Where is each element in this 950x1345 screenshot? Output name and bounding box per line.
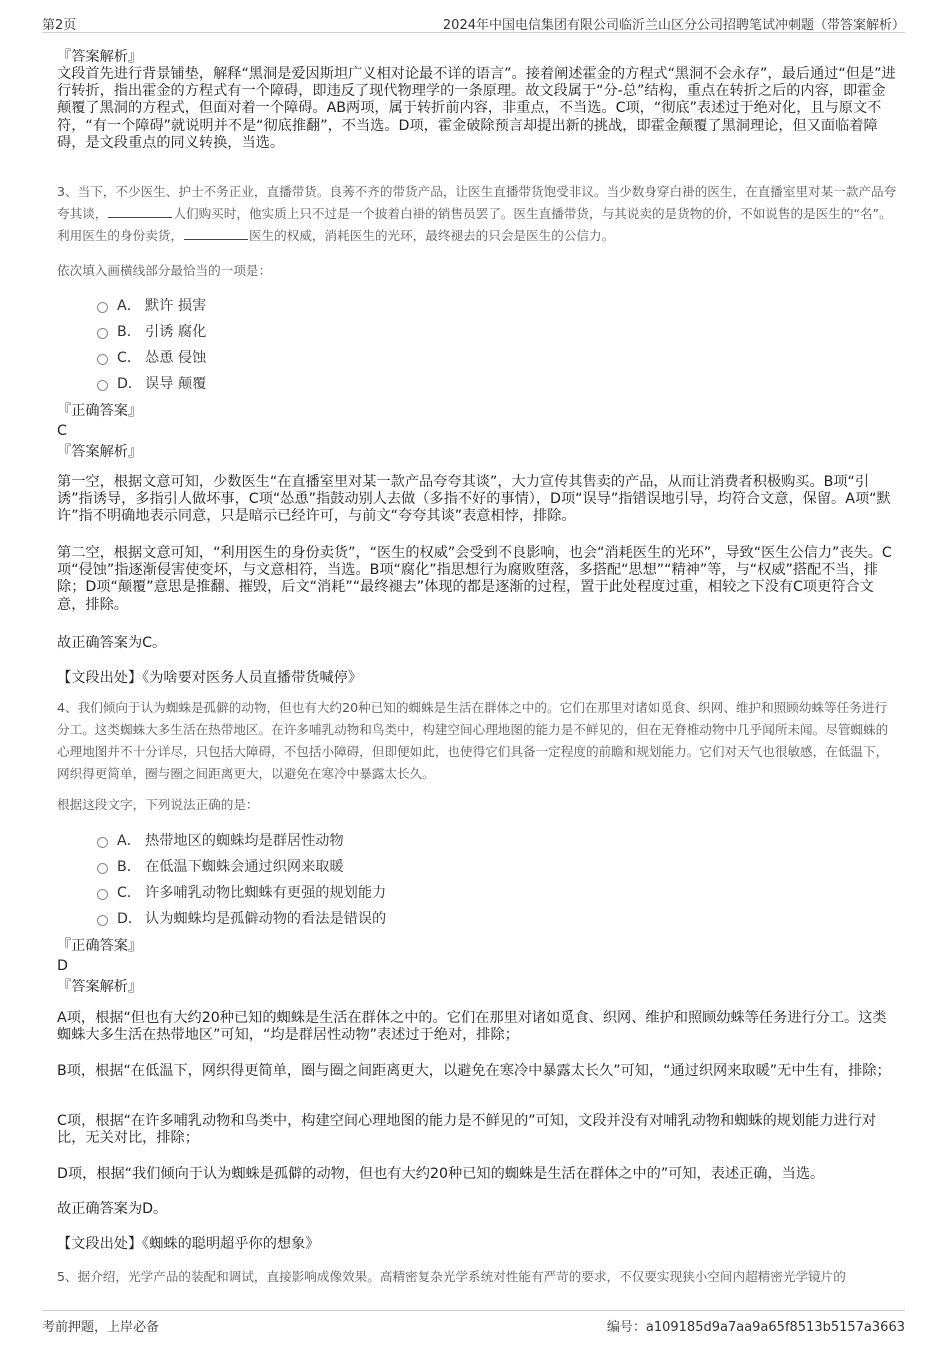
q3-option-b[interactable]: B． 引诱 腐化 bbox=[97, 320, 206, 342]
question-4-prompt: 根据这段文字，下列说法正确的是： bbox=[57, 797, 259, 812]
q3-source: 【文段出处】《为啥要对医务人员直播带货喊停》 bbox=[57, 670, 363, 686]
page-footer bbox=[42, 1310, 905, 1335]
radio-icon[interactable] bbox=[97, 863, 108, 874]
radio-icon[interactable] bbox=[97, 915, 108, 926]
footer-slogan: 考前押题，上岸必备 bbox=[42, 1320, 160, 1335]
q4-option-d[interactable]: D． 认为蜘蛛均是孤僻动物的看法是错误的 bbox=[97, 907, 386, 929]
q3-option-d[interactable]: D． 误导 颠覆 bbox=[97, 372, 206, 394]
radio-icon[interactable] bbox=[97, 889, 108, 900]
q3-analysis-label: 『答案解析』 bbox=[57, 444, 143, 460]
q4-option-a[interactable]: A． 热带地区的蜘蛛均是群居性动物 bbox=[97, 829, 344, 851]
question-3-prompt: 依次填入画横线部分最恰当的一项是： bbox=[57, 263, 272, 278]
question-3-text: 3、当下，不少医生、护士不务正业，直播带货。良莠不齐的带货产品，让医生直播带货饱受非议。当少数身穿白褂的医生，在直播室里对某一款产品夸夸其谈， 人们购买时，他实质上只不过是一个披着白褂的销售员罢了。医生直播带货，与其说卖的是货物的价，不如说售的是医生的“名”。利用医生的身份卖货， 医生的权威，消耗医生的光环，最终褪去的只会是医生的公信力。 bbox=[57, 184, 897, 243]
q4-option-b[interactable]: B． 在低温下蜘蛛会通过织网来取暖 bbox=[97, 855, 344, 877]
document-id: 编号：a109185d9a7aa9a65f8513b5157a3663 bbox=[606, 1320, 905, 1335]
q3-analysis-p1: 第一空，根据文意可知，少数医生“在直播室里对某一款产品夸夸其谈”，大力宣传其售卖的产品，从而让消费者积极购买。B项“引诱”指诱导，多指引人做坏事，C项“怂恿”指鼓动别人去做（多指不好的事情），D项“误导”指错误地引导，均符合文意，保留。A项“默许”指不明确地表示同意，只是暗示已经许可，与前文“夸夸其谈”表意相悖，排除。 bbox=[57, 474, 891, 525]
q3-option-c[interactable]: C． 怂恿 侵蚀 bbox=[97, 346, 206, 368]
q4-source: 【文段出处】《蜘蛛的聪明超乎你的想象》 bbox=[57, 1236, 320, 1252]
q4-analysis-a: A项，根据“但也有大约20种已知的蜘蛛是生活在群体之中的。它们在那里对诸如觅食、织网、维护和照顾幼蛛等任务进行分工。这类蜘蛛大多生活在热带地区”可知，“均是群居性动物”表述过于绝对，排除； bbox=[57, 1010, 887, 1044]
radio-icon[interactable] bbox=[97, 328, 108, 339]
q4-conclusion: 故正确答案为D。 bbox=[57, 1201, 168, 1217]
document-title: 2024年中国电信集团有限公司临沂兰山区分公司招聘笔试冲刺题（带答案解析） bbox=[442, 18, 905, 33]
q3-option-a[interactable]: A． 默许 损害 bbox=[97, 294, 206, 316]
q4-analysis-c: C项，根据“在许多哺乳动物和鸟类中，构建空间心理地图的能力是不鲜见的”可知，文段并没有对哺乳动物和蜘蛛的规划能力进行对比，无关对比，排除； bbox=[57, 1113, 877, 1147]
q4-analysis-d: D项，根据“我们倾向于认为蜘蛛是孤僻的动物，但也有大约20种已知的蜘蛛是生活在群体之中的”可知，表述正确，当选。 bbox=[57, 1166, 825, 1182]
question-4-text: 4、我们倾向于认为蜘蛛是孤僻的动物，但也有大约20种已知的蜘蛛是生活在群体之中的。它们在那里对诸如觅食、织网、维护和照顾幼蛛等任务进行分工。这类蜘蛛大多生活在热带地区。在许多哺乳动物和鸟类中，构建空间心理地图的能力是不鲜见的，但在无脊椎动物中几乎闻所未闻。尽管蜘蛛的心理地图并不十分详尽，只包括大障碍，不包括小障碍，但即便如此，也使得它们具备一定程度的前瞻和规划能力。它们对天气也很敏感，在低温下，网织得更简单，圈与圈之间距离更大，以避免在寒冷中暴露太长久。 bbox=[57, 700, 889, 781]
q3-correct-answer: C bbox=[57, 423, 67, 439]
question-5-text: 5、据介绍，光学产品的装配和调试，直接影响成像效果。高精密复杂光学系统对性能有严苛的要求，不仅要实现狭小空间内超精密光学镜片的 bbox=[57, 1269, 846, 1284]
q2-analysis-label: 『答案解析』 bbox=[57, 49, 143, 65]
q3-analysis-p2: 第二空，根据文意可知，“利用医生的身份卖货”，“医生的权威”会受到不良影响，也会“消耗医生的光环”，导致“医生公信力”丧失。C项“侵蚀”指逐渐侵害使变坏，与文意相符，当选。B项“腐化”指思想行为腐败堕落，多搭配“思想”“精神”等，与“权威”搭配不当，排除；D项“颠覆”意思是推翻、摧毁，后文“消耗”“最终褪去”体现的都是逐渐的过程，置于此处程度过重，相较之下没有C项更符合文意，排除。 bbox=[57, 545, 892, 613]
page-number: 第2页 bbox=[42, 18, 77, 33]
radio-icon[interactable] bbox=[97, 380, 108, 391]
q4-correct-answer: D bbox=[57, 958, 68, 974]
blank-2 bbox=[184, 227, 248, 240]
q4-option-c[interactable]: C． 许多哺乳动物比蜘蛛有更强的规划能力 bbox=[97, 881, 386, 903]
radio-icon[interactable] bbox=[97, 354, 108, 365]
q4-analysis-b: B项，根据“在低温下，网织得更简单，圈与圈之间距离更大，以避免在寒冷中暴露太长久”可知，“通过织网来取暖”无中生有，排除； bbox=[57, 1063, 891, 1079]
blank-1 bbox=[108, 205, 172, 218]
q4-correct-label: 『正确答案』 bbox=[57, 938, 143, 954]
q3-conclusion: 故正确答案为C。 bbox=[57, 635, 167, 651]
radio-icon[interactable] bbox=[97, 837, 108, 848]
q4-analysis-label: 『答案解析』 bbox=[57, 979, 143, 995]
page-header bbox=[42, 10, 905, 33]
q2-analysis: 文段首先进行背景铺垫，解释“黑洞是爱因斯坦广义相对论最不详的语言”。接着阐述霍金的方程式“黑洞不会永存”，最后通过“但是”进行转折，指出霍金的方程式有一个障碍，即违反了现代物理学的一条原理。故文段属于“分-总”结构，重点在转折之后的内容，即霍金颠覆了黑洞的方程式，但面对着一个障碍。AB两项，属于转折前内容，非重点，不当选。C项，“彻底”表述过于绝对化，且与原文不符，“有一个障碍”就说明并不是“彻底推翻”，不当选。D项，霍金破除预言却提出新的挑战，即霍金颠覆了黑洞理论，但又面临着障碍，是文段重点的同义转换，当选。 bbox=[57, 66, 896, 151]
q3-correct-label: 『正确答案』 bbox=[57, 403, 143, 419]
radio-icon[interactable] bbox=[97, 302, 108, 313]
